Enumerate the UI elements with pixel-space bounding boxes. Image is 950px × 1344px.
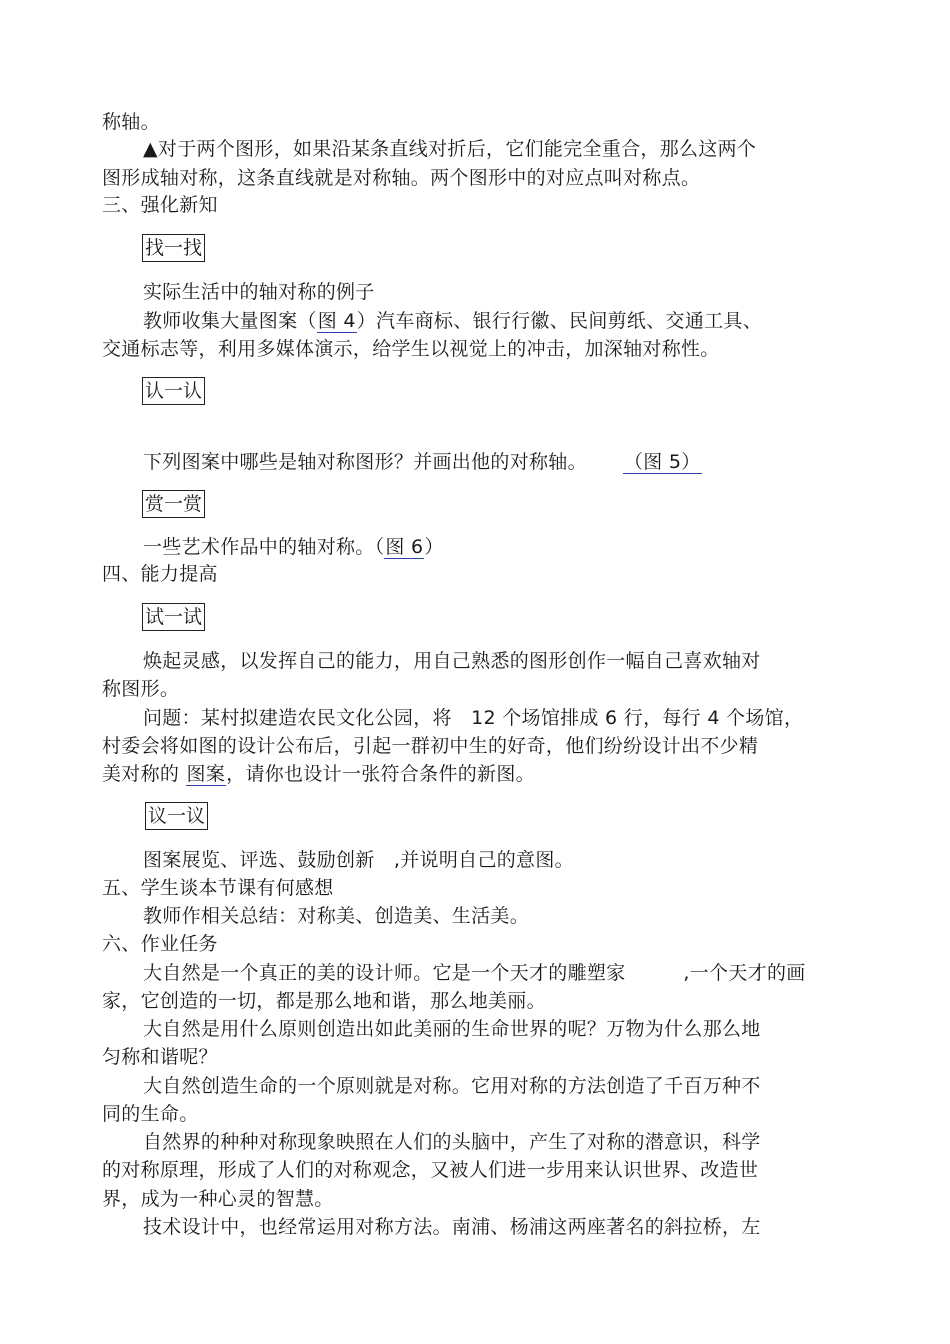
text-fragment: 教师收集大量图案（: [143, 310, 317, 332]
text-line: 界，成为一种心灵的智慧。: [102, 1188, 334, 1210]
text-line: 技术设计中，也经常运用对称方法。南浦、杨浦这两座著名的斜拉桥，左: [143, 1216, 761, 1238]
text-line: 称图形。: [102, 678, 180, 700]
activity-box-recognize: 认一认: [142, 377, 205, 405]
text-fragment: 一些艺术作品中的轴对称。（: [143, 536, 385, 558]
text-line: [143, 535, 444, 559]
activity-box-try: 试一试: [142, 603, 205, 631]
text-line: 图形成轴对称，这条直线就是对称轴。两个图形中的对应点叫对称点。: [102, 167, 701, 189]
text-line: 称轴。: [102, 111, 160, 133]
text-line: [102, 762, 535, 786]
text-fragment: ）: [424, 536, 444, 558]
activity-box-appreciate: 赏一赏: [142, 490, 205, 518]
activity-box-find: 找一找: [142, 234, 205, 262]
text-line: 家，它创造的一切，都是那么地和谐，那么地美丽。: [102, 990, 546, 1012]
text-line: 大自然是用什么原则创造出如此美丽的生命世界的呢？万物为什么那么地: [143, 1018, 761, 1040]
activity-box-discuss: 议一议: [145, 802, 208, 830]
text-line: ▲对于两个图形，如果沿某条直线对折后，它们能完全重合，那么这两个: [143, 138, 757, 160]
pattern-link[interactable]: 图案: [186, 763, 226, 785]
text-fragment: 美对称的: [102, 763, 180, 785]
section-heading: 六、作业任务: [102, 933, 218, 955]
text-line: 教师作相关总结：对称美、创造美、生活美。: [143, 905, 530, 927]
text-line: 图案展览、评选、鼓励创新 ,并说明自己的意图。: [143, 849, 574, 871]
text-line: 大自然是一个真正的美的设计师。它是一个天才的雕塑家 ,一个天才的画: [143, 962, 806, 984]
text-line: 同的生命。: [102, 1103, 199, 1125]
text-line: 实际生活中的轴对称的例子: [143, 281, 375, 303]
text-line: 匀称和谐呢？: [102, 1046, 218, 1068]
text-fragment: ）汽车商标、银行行徽、民间剪纸、交通工具、: [356, 310, 763, 332]
text-fragment: ，请你也设计一张符合条件的新图。: [226, 763, 535, 785]
section-heading: 五、学生谈本节课有何感想: [102, 877, 334, 899]
text-line: 交通标志等，利用多媒体演示，给学生以视觉上的冲击，加深轴对称性。: [102, 338, 720, 360]
text-line: [143, 450, 702, 474]
text-line: 自然界的种种对称现象映照在人们的头脑中，产生了对称的潜意识，科学: [143, 1131, 761, 1153]
text-line: 焕起灵感，以发挥自己的能力，用自己熟悉的图形创作一幅自己喜欢轴对: [143, 650, 761, 672]
text-fragment: 下列图案中哪些是轴对称图形？并画出他的对称轴。: [143, 451, 587, 473]
text-line: 村委会将如图的设计公布后，引起一群初中生的好奇，他们纷纷设计出不少精: [102, 735, 759, 757]
figure-5-link[interactable]: （图 5）: [623, 451, 701, 473]
section-heading: 四、能力提高: [102, 563, 218, 585]
text-line: 大自然创造生命的一个原则就是对称。它用对称的方法创造了千百万种不: [143, 1075, 761, 1097]
text-line: [143, 309, 762, 333]
text-line: 的对称原理，形成了人们的对称观念，又被人们进一步用来认识世界、改造世: [102, 1159, 759, 1181]
figure-6-link[interactable]: 图 6: [385, 536, 424, 558]
section-heading: 三、强化新知: [102, 194, 218, 216]
figure-4-link[interactable]: 图 4: [317, 310, 356, 332]
text-line: 问题：某村拟建造农民文化公园，将 12 个场馆排成 6 行，每行 4 个场馆，: [143, 707, 804, 729]
